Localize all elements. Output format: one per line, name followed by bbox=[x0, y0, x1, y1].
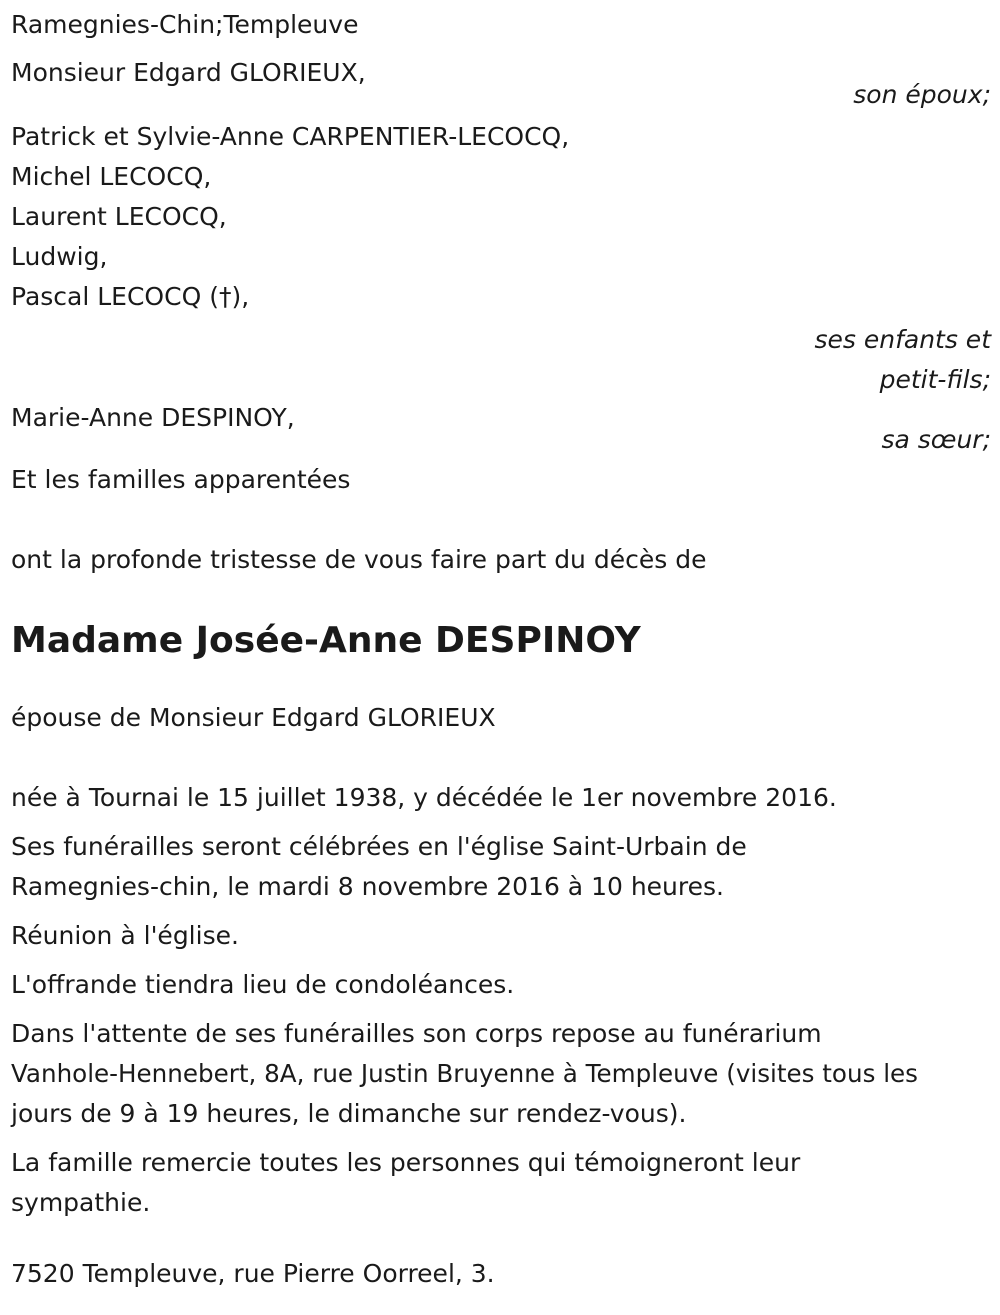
funeral-line: Ses funérailles seront célébrées en l'église Saint-Urbain de bbox=[11, 832, 747, 861]
funeral-info bbox=[11, 827, 991, 907]
locations-header: Ramegnies-Chin;Templeuve bbox=[11, 10, 359, 39]
deceased-name: Madame Josée-Anne DESPINOY bbox=[11, 620, 641, 661]
child-name: Michel LECOCQ, bbox=[11, 162, 212, 191]
repose-line: Dans l'attente de ses funérailles son corps repose au funérarium bbox=[11, 1019, 822, 1048]
birth-death-info: née à Tournai le 15 juillet 1938, y décédée le 1er novembre 2016. bbox=[11, 783, 837, 812]
child-name: Pascal LECOCQ (†), bbox=[11, 282, 250, 311]
meeting-info: Réunion à l'église. bbox=[11, 921, 239, 950]
sister-role: sa sœur; bbox=[881, 425, 991, 454]
deceased-relation: épouse de Monsieur Edgard GLORIEUX bbox=[11, 703, 496, 732]
thanks-line: La famille remercie toutes les personnes qui témoigneront leur bbox=[11, 1148, 801, 1177]
children-role-line2: petit-fils; bbox=[879, 365, 991, 394]
children-list bbox=[11, 117, 991, 317]
spouse-role: son époux; bbox=[853, 80, 991, 109]
child-name: Patrick et Sylvie-Anne CARPENTIER-LECOCQ, bbox=[11, 122, 570, 151]
child-name: Ludwig, bbox=[11, 242, 108, 271]
repose-line: jours de 9 à 19 heures, le dimanche sur rendez-vous). bbox=[11, 1099, 687, 1128]
thanks-line: sympathie. bbox=[11, 1188, 151, 1217]
offering-info: L'offrande tiendra lieu de condoléances. bbox=[11, 970, 515, 999]
obituary-notice bbox=[11, 0, 991, 1294]
spouse-name: Monsieur Edgard GLORIEUX, bbox=[11, 58, 366, 87]
other-families: Et les familles apparentées bbox=[11, 465, 351, 494]
sister-name: Marie-Anne DESPINOY, bbox=[11, 403, 295, 432]
child-name: Laurent LECOCQ, bbox=[11, 202, 227, 231]
repose-line: Vanhole-Hennebert, 8A, rue Justin Bruyenne à Templeuve (visites tous les bbox=[11, 1059, 918, 1088]
children-role-line1: ses enfants et bbox=[814, 325, 991, 354]
family-address: 7520 Templeuve, rue Pierre Oorreel, 3. bbox=[11, 1259, 495, 1288]
thanks-info bbox=[11, 1143, 991, 1223]
announcement: ont la profonde tristesse de vous faire part du décès de bbox=[11, 545, 707, 574]
repose-info bbox=[11, 1014, 991, 1134]
funeral-line: Ramegnies-chin, le mardi 8 novembre 2016 à 10 heures. bbox=[11, 872, 724, 901]
